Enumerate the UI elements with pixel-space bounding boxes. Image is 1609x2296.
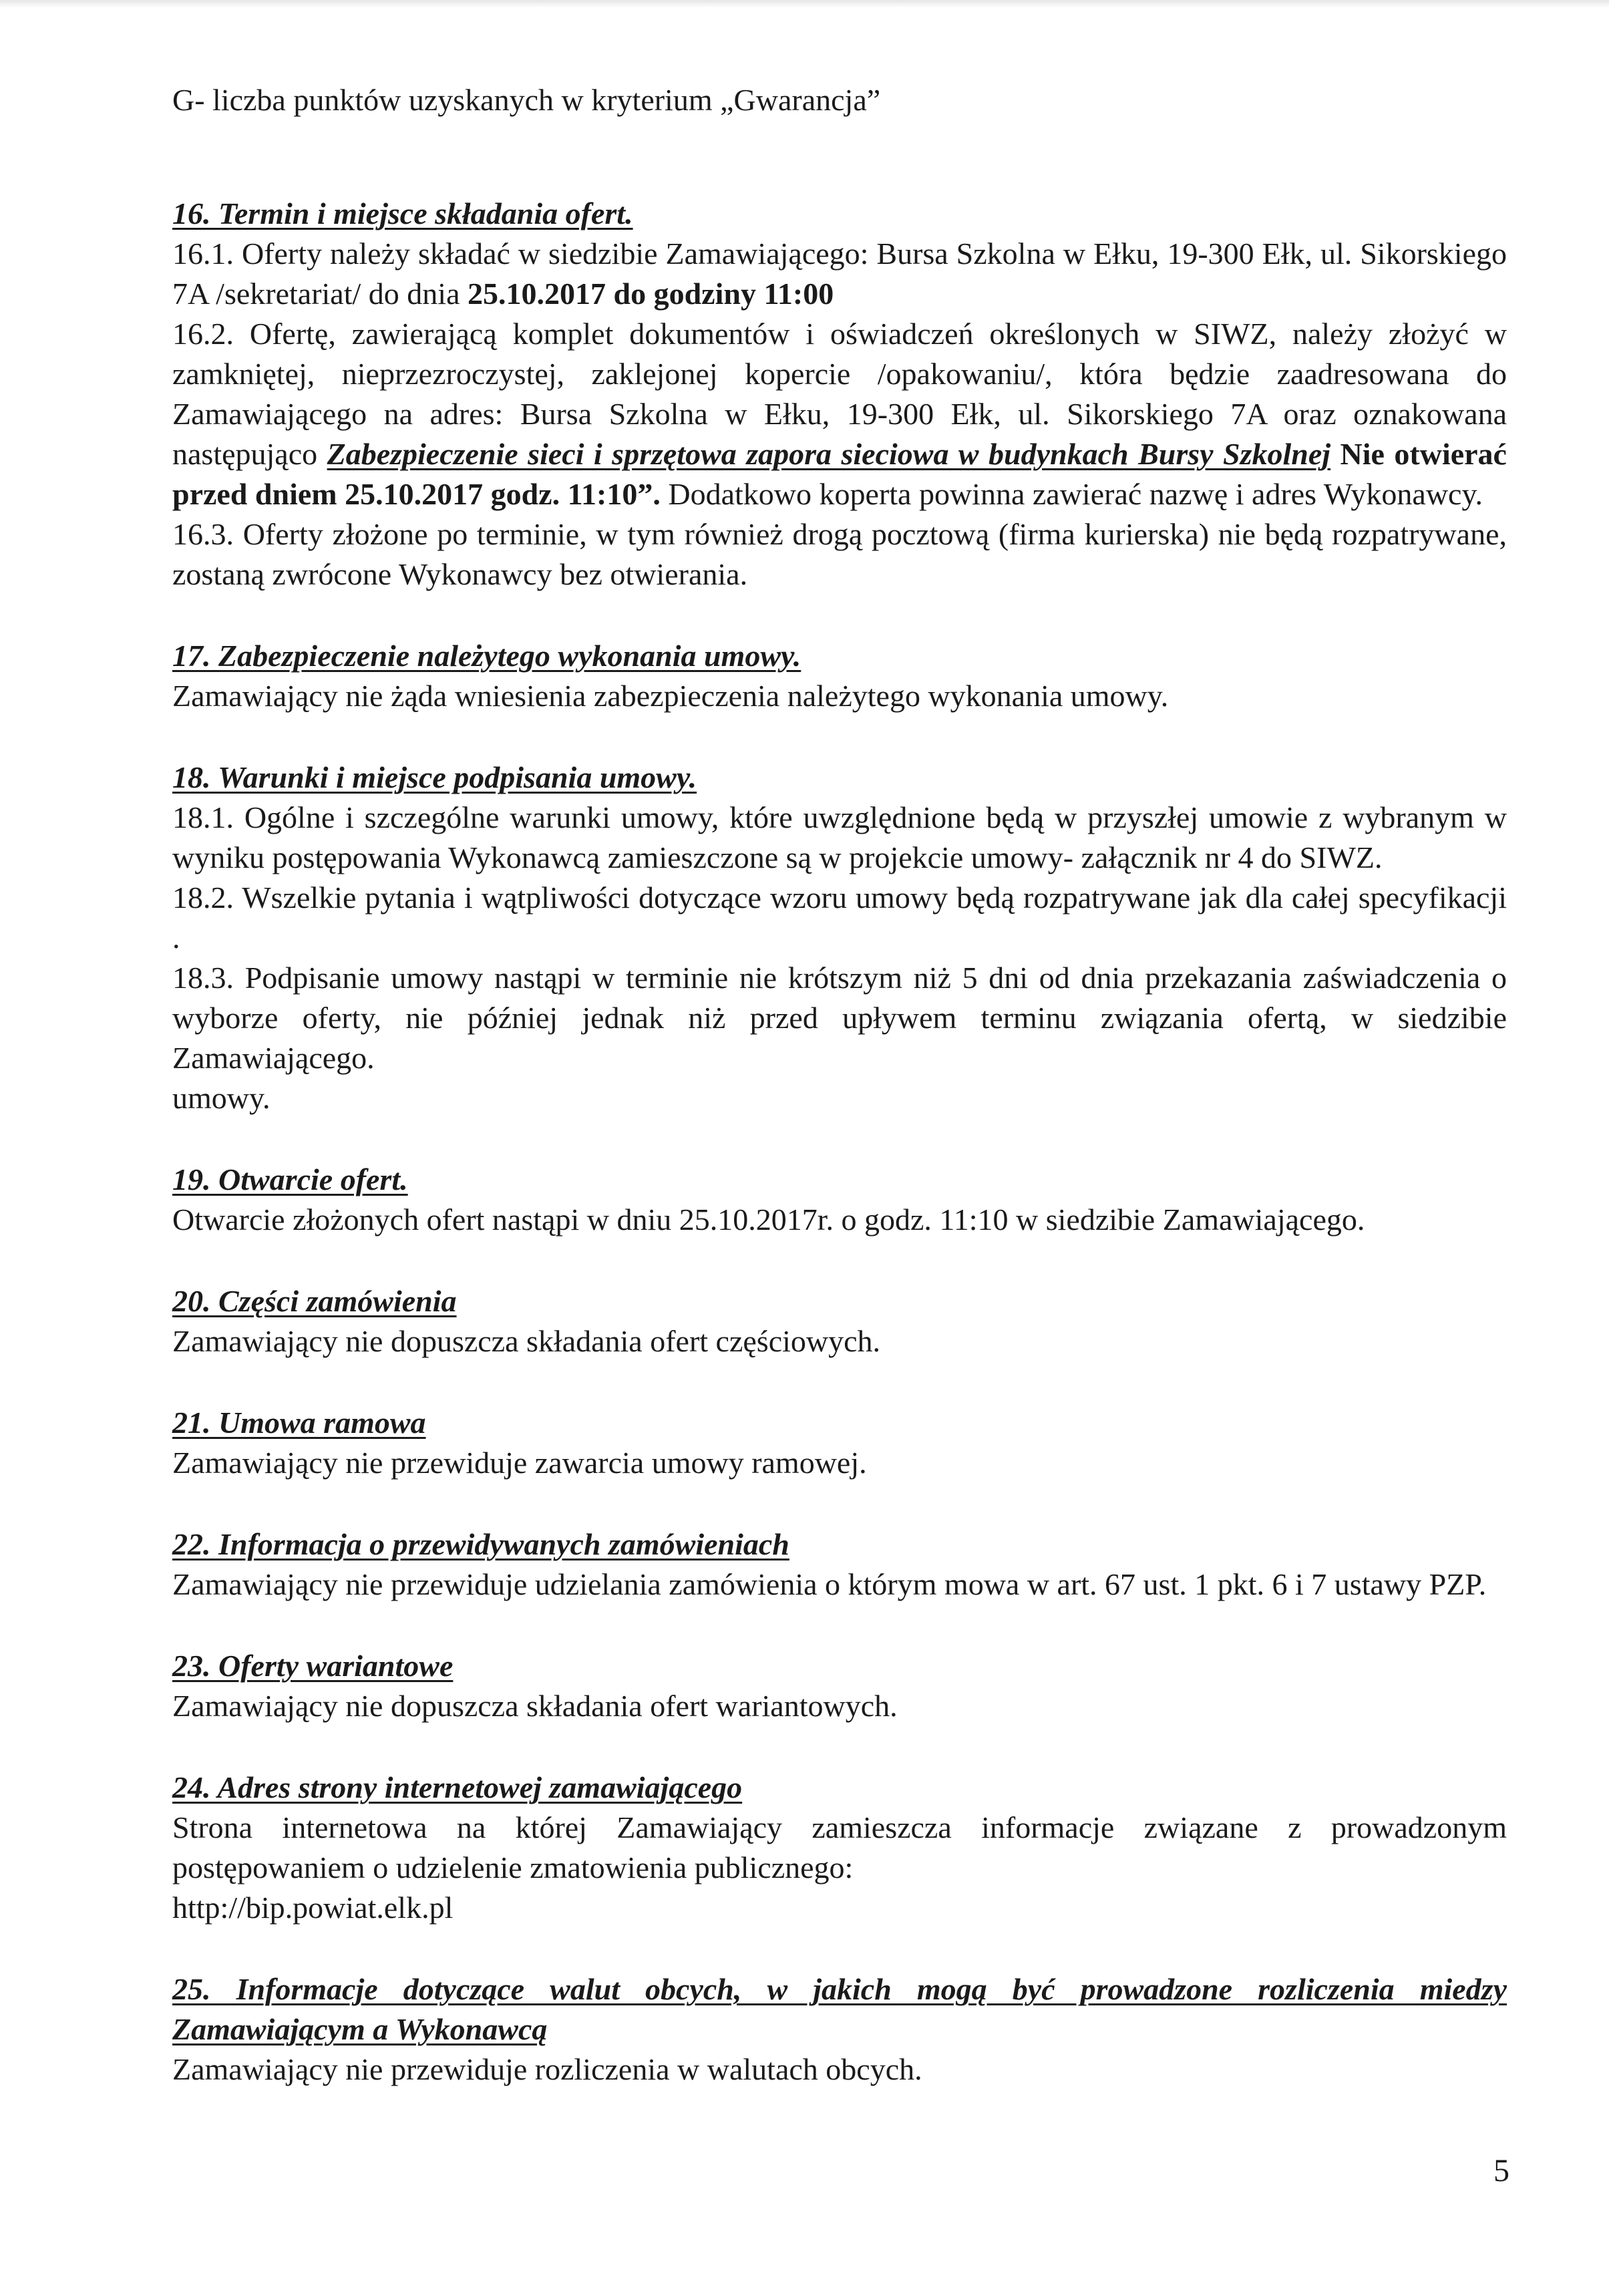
section-18-3: 18.3. Podpisanie umowy nastąpi w terminie nie krótszym niż 5 dni od dnia przekazania zaświadczenia o wyborze oferty, nie później jednak niż przed upływem terminu związania ofertą, w siedzibie Zamawiającego. [172,961,1507,1075]
section-16-2 [172,314,1507,514]
section-20-heading: 20. Części zamówienia [172,1284,457,1318]
section-23-heading: 23. Oferty wariantowe [172,1649,454,1683]
spacer [172,1118,1507,1160]
section-16-3: 16.3. Oferty złożone po terminie, w tym również drogą pocztową (firma kurierska) nie będą rozpatrywane, zostaną zwrócone Wykonawcy bez otwierania. [172,517,1507,591]
spacer [172,1361,1507,1403]
section-24-heading: 24. Adres strony internetowej zamawiającego [172,1770,743,1804]
section-22-text: Zamawiający nie przewiduje udzielania zamówienia o którym mowa w art. 67 ust. 1 pkt. 6 i 7 ustawy PZP. [172,1567,1487,1601]
section-16-2-text-end: Dodatkowo koperta powinna zawierać nazwę i adres Wykonawcy. [660,477,1483,511]
scan-edge [0,0,1609,8]
spacer [172,595,1507,636]
section-18-1: 18.1. Ogólne i szczególne warunki umowy, które uwzględnione będą w przyszłej umowie z wybranym w wyniku postępowania Wykonawcą zamieszczone są w projekcie umowy- załącznik nr 4 do SIWZ. [172,800,1507,874]
spacer [172,1483,1507,1524]
section-20-text: Zamawiający nie dopuszcza składania ofert częściowych. [172,1324,881,1358]
spacer [172,1726,1507,1768]
section-25-heading: 25. Informacje dotyczące walut obcych, w jakich mogą być prowadzone rozliczenia miedzy Zamawiającym a Wykonawcą [172,1972,1507,2046]
section-18-2: 18.2. Wszelkie pytania i wątpliwości dotyczące wzoru umowy będą rozpatrywane jak dla całej specyfikacji . [172,880,1507,955]
section-16-2-marking: Zabezpieczenie sieci i sprzętowa zapora sieciowa w budynkach Bursy Szkolnej [327,437,1331,471]
section-24-text: Strona internetowa na której Zamawiający zamieszcza informacje związane z prowadzonym postępowaniem o udzielenie zmatowienia publicznego: [172,1810,1507,1884]
section-24-url: http://bip.powiat.elk.pl [172,1891,454,1925]
section-19-text: Otwarcie złożonych ofert nastąpi w dniu 25.10.2017r. o godz. 11:10 w siedzibie Zamawiającego. [172,1202,1365,1237]
section-17-heading: 17. Zabezpieczenie należytego wykonania umowy. [172,639,801,673]
section-16-2-do-not-open: Nie otwierać przed dniem 25.10.2017 godz. 11:10”. [172,437,1507,511]
spacer [172,1240,1507,1281]
document-page [172,80,1507,2090]
section-18-heading: 18. Warunki i miejsce podpisania umowy. [172,760,697,794]
section-25-text: Zamawiający nie przewiduje rozliczenia w walutach obcych. [172,2052,922,2086]
section-18-4: umowy. [172,1081,271,1115]
section-16-1-text: 16.1. Oferty należy składać w siedzibie Zamawiającego: Bursa Szkolna w Ełku, 19-300 Ełk, ul. Sikorskiego 7A /sekretariat/ do dnia [172,236,1507,311]
section-23-text: Zamawiający nie dopuszcza składania ofert wariantowych. [172,1689,898,1723]
section-16-2-text: 16.2. Ofertę, zawierającą komplet dokumentów i oświadczeń określonych w SIWZ, należy złożyć w zamkniętej, nieprzezroczystej, zaklejonej kopercie /opakowaniu/, która będzie zaadresowana do Zamawiającego na adres: Bursa Szkolna w Ełku, 19-300 Ełk, ul. Sikorskiego 7A oraz oznakowana następująco [172,317,1507,471]
intro-line: G- liczba punktów uzyskanych w kryterium „Gwarancja” [172,83,881,117]
spacer [172,716,1507,758]
page-number: 5 [1493,2153,1509,2188]
spacer [172,1605,1507,1646]
section-16-heading: 16. Termin i miejsce składania ofert. [172,196,633,230]
section-22-heading: 22. Informacja o przewidywanych zamówieniach [172,1527,789,1561]
section-16-1-deadline: 25.10.2017 do godziny 11:00 [468,277,834,311]
section-19-heading: 19. Otwarcie ofert. [172,1162,408,1196]
section-21-text: Zamawiający nie przewiduje zawarcia umowy ramowej. [172,1446,867,1480]
spacer [172,1928,1507,1969]
section-16-1 [172,234,1507,314]
spacer [172,120,1507,194]
section-17-text: Zamawiający nie żąda wniesienia zabezpieczenia należytego wykonania umowy. [172,679,1169,713]
section-21-heading: 21. Umowa ramowa [172,1406,426,1440]
